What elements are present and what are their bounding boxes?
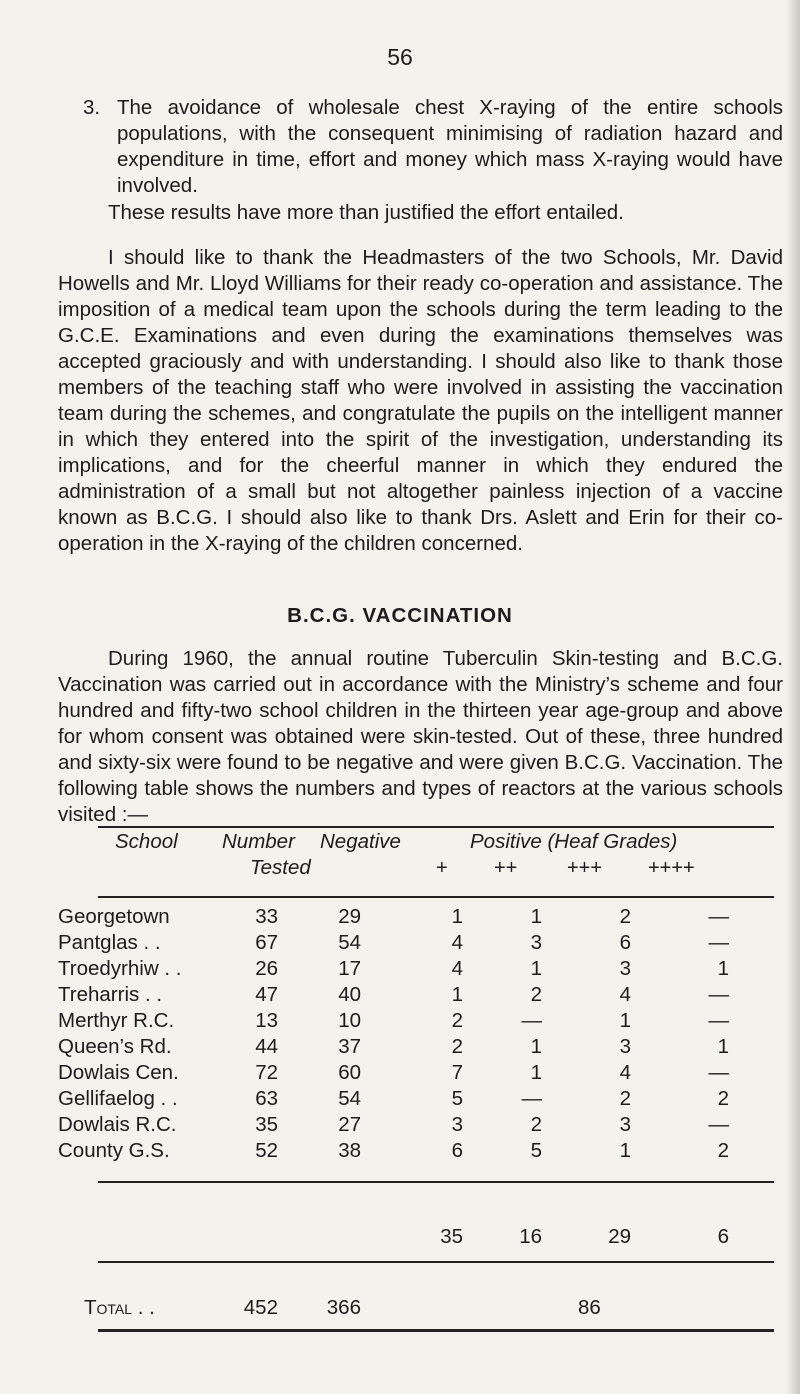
number-tested: 33 [255, 905, 278, 928]
grade-1-count: 1 [451, 905, 463, 928]
grade-3-count: 1 [619, 1009, 631, 1032]
grade-4-subtotal: 6 [717, 1225, 729, 1248]
grade-1-subtotal: 35 [440, 1225, 463, 1248]
grade-4-count: 2 [717, 1139, 729, 1162]
subtotal-rule [98, 1261, 774, 1263]
grade-1-count: 4 [451, 957, 463, 980]
grade-3-count: 3 [619, 957, 631, 980]
grade-3-count: 6 [619, 931, 631, 954]
grade-4-count: — [708, 905, 729, 928]
grade-2-count: 1 [530, 1061, 542, 1084]
grade-4-count: — [708, 931, 729, 954]
grade-2-count: 2 [530, 983, 542, 1006]
school-name: Queen’s Rd. [58, 1035, 172, 1058]
grade-3-count: 3 [619, 1113, 631, 1136]
grade-1-count: 1 [451, 983, 463, 1006]
grade-2-count: 1 [530, 957, 542, 980]
school-name: Gellifaelog . . [58, 1087, 178, 1110]
grade-4-count: — [708, 1061, 729, 1084]
negative-count: 10 [338, 1009, 361, 1032]
grade-1-count: 7 [451, 1061, 463, 1084]
grade-1-count: 3 [451, 1113, 463, 1136]
grade-2-count: 1 [530, 1035, 542, 1058]
grade-3-count: 4 [619, 1061, 631, 1084]
negative-count: 60 [338, 1061, 361, 1084]
header-negative: Negative [320, 830, 401, 853]
page-edge-shadow [786, 0, 800, 1394]
grade-4-count: — [708, 1009, 729, 1032]
negative-count: 37 [338, 1035, 361, 1058]
list-item-number: 3. [83, 96, 101, 119]
negative-count: 29 [338, 905, 361, 928]
grade-3-count: 1 [619, 1139, 631, 1162]
grade-2-subtotal: 16 [519, 1225, 542, 1248]
negative-count: 27 [338, 1113, 361, 1136]
number-tested: 63 [255, 1087, 278, 1110]
school-name: Dowlais R.C. [58, 1113, 177, 1136]
grade-3-count: 2 [619, 905, 631, 928]
header-school: School [115, 830, 178, 853]
total-positive: 86 [578, 1296, 601, 1319]
negative-count: 17 [338, 957, 361, 980]
bcg-paragraph: During 1960, the annual routine Tuberculin Skin-testing and B.C.G. Vaccination was carried out in accordance with the Ministry’s scheme and four hundred and fifty-two school children in the thirteen year age-group and above for whom consent was obtained were skin-tested. Out of these, three hundred and sixty-six were found to be negative and were given B.C.G. Vaccination. The following table shows the numbers and types of reactors at the various schools visited :— [58, 647, 783, 826]
school-name: Treharris . . [58, 983, 163, 1006]
grade-3-count: 2 [619, 1087, 631, 1110]
number-tested: 47 [255, 983, 278, 1006]
number-tested: 13 [255, 1009, 278, 1032]
grade-2-count: — [521, 1087, 542, 1110]
school-name: Merthyr R.C. [58, 1009, 175, 1032]
grade-2-count: 1 [530, 905, 542, 928]
grade-1-count: 4 [451, 931, 463, 954]
grade-2-count: 5 [530, 1139, 542, 1162]
grade-3-count: 3 [619, 1035, 631, 1058]
section-heading: B.C.G. VACCINATION [287, 604, 513, 627]
grade-2-count: 2 [530, 1113, 542, 1136]
results-paragraph: These results have more than justified the effort entailed. [108, 201, 624, 224]
negative-count: 38 [338, 1139, 361, 1162]
grade-4-count: 2 [717, 1087, 729, 1110]
school-name: County G.S. [58, 1139, 170, 1162]
grade-1-count: 6 [451, 1139, 463, 1162]
grade-4-count: — [708, 983, 729, 1006]
grade-4-count: — [708, 1113, 729, 1136]
table-bottom-rule [98, 1329, 774, 1332]
number-tested: 44 [255, 1035, 278, 1058]
school-name: Georgetown [58, 905, 170, 928]
total-negative: 366 [326, 1296, 361, 1319]
grade-3-subtotal: 29 [608, 1225, 631, 1248]
header-number: Number [222, 830, 295, 853]
negative-count: 54 [338, 1087, 361, 1110]
number-tested: 67 [255, 931, 278, 954]
grade-4-count: 1 [717, 957, 729, 980]
grade-1-count: 2 [451, 1035, 463, 1058]
number-tested: 72 [255, 1061, 278, 1084]
number-tested: 26 [255, 957, 278, 980]
school-name: Pantglas . . [58, 931, 161, 954]
header-positive: Positive (Heaf Grades) [470, 830, 678, 853]
number-tested: 35 [255, 1113, 278, 1136]
school-name: Troedyrhiw . . [58, 957, 182, 980]
header-grade-1: + [436, 857, 448, 879]
grade-3-count: 4 [619, 983, 631, 1006]
grade-4-count: 1 [717, 1035, 729, 1058]
header-grade-4: ++++ [648, 857, 695, 879]
total-number-tested: 452 [243, 1296, 278, 1319]
table-header-rule [98, 896, 774, 898]
header-tested: Tested [250, 856, 311, 879]
total-label: Total . . [84, 1296, 155, 1319]
grade-1-count: 2 [451, 1009, 463, 1032]
header-grade-2: ++ [494, 857, 518, 879]
table-rows-end-rule [98, 1181, 774, 1183]
table-top-rule [98, 826, 774, 828]
grade-2-count: — [521, 1009, 542, 1032]
header-grade-3: +++ [567, 857, 603, 879]
page-number: 56 [387, 44, 413, 70]
grade-1-count: 5 [451, 1087, 463, 1110]
list-item-text: The avoidance of wholesale chest X-raying of the entire schools populations, with the consequent minimising of radiation hazard and expenditure in time, effort and money which mass X-raying would have involved. [117, 96, 783, 197]
negative-count: 40 [338, 983, 361, 1006]
acknowledgement-paragraph: I should like to thank the Headmasters of the two Schools, Mr. David Howells and Mr. Lloyd Williams for their ready co-operation and assistance. The imposition of a medical team upon the schools during the term leading to the G.C.E. Examinations and even during the examinations themselves was accepted graciously and with understanding. I should also like to thank those members of the teaching staff who were involved in assisting the vaccination team during the schemes, and congratulate the pupils on the intelligent manner in which they entered into the spirit of the investigation, understanding its implications, and for the cheerful manner in which they endured the administration of a small but not altogether painless injection of a vaccine known as B.C.G. I should also like to thank Drs. Aslett and Erin for their co-operation in the X-raying of the children concerned. [58, 246, 783, 555]
grade-2-count: 3 [530, 931, 542, 954]
number-tested: 52 [255, 1139, 278, 1162]
school-name: Dowlais Cen. [58, 1061, 179, 1084]
negative-count: 54 [338, 931, 361, 954]
